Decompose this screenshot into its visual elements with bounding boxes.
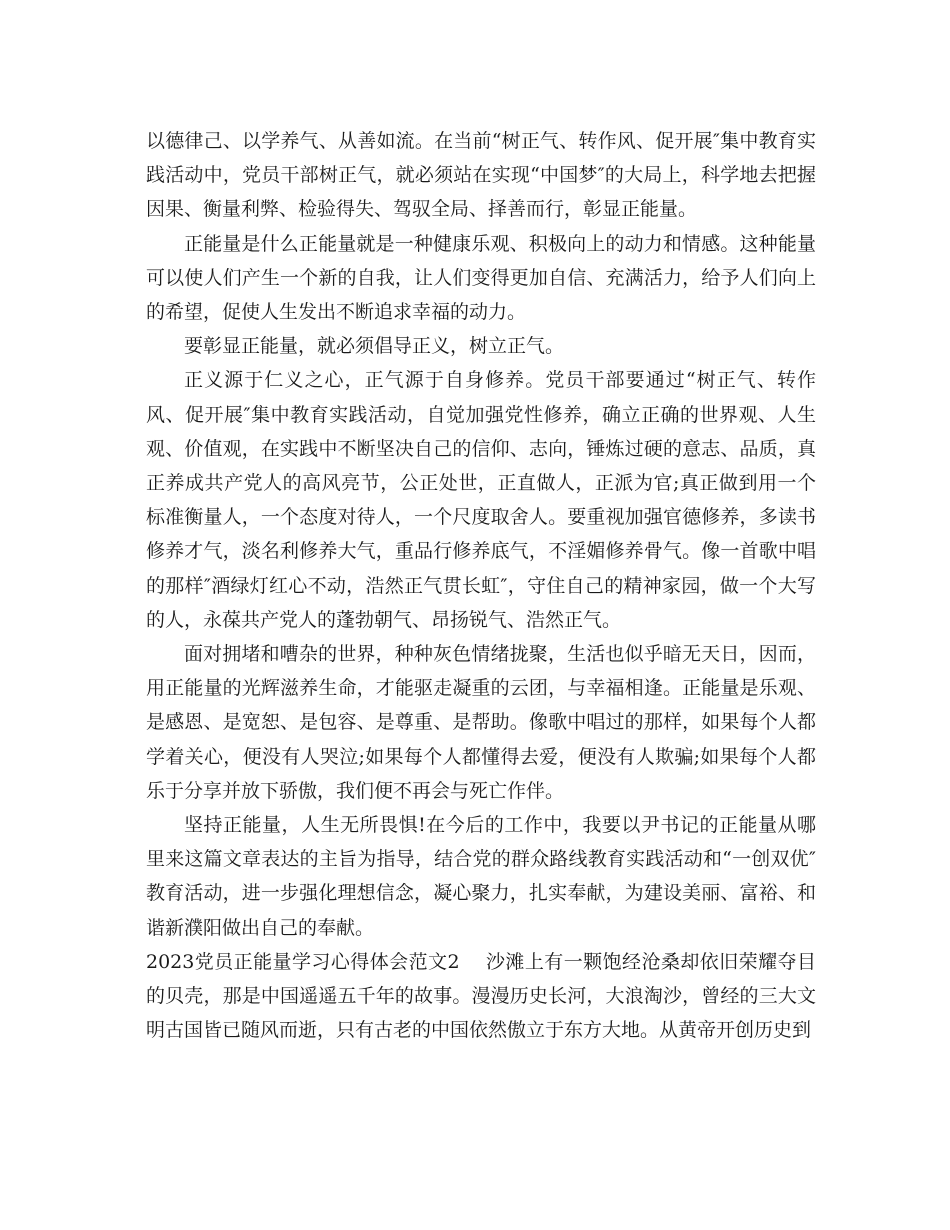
section-2-text: 沙滩上有一颗饱经沧桑却依旧荣耀夺目的贝壳，那是中国遥遥五千年的故事。漫漫历史长河，大浪淘沙，曾经的三大文明古国皆已随风而逝，只有古老的中国依然傲立于东方大地。从黄帝开创历史到 (146, 950, 816, 1042)
paragraph-6: 坚持正能量，人生无所畏惧!在今后的工作中，我要以尹书记的正能量从哪里来这篇文章表达的主旨为指导，结合党的群众路线教育实践活动和“一创双优″教育活动，进一步强化理想信念，凝心聚力，扎实奉献，为建设美丽、富裕、和谐新濮阳做出自己的奉献。 (146, 814, 816, 939)
paragraph-3: 要彰显正能量，就必须倡导正义，树立正气。 (184, 335, 565, 358)
paragraph-5: 面对拥堵和嘈杂的世界，种种灰色情绪拢聚，生活也似乎暗无天日，因而，用正能量的光辉滋养生命，才能驱走凝重的云团，与幸福相逢。正能量是乐观、是感恩、是宽恕、是包容、是尊重、是帮助。像歌中唱过的那样，如果每个人都学着关心，便没有人哭泣;如果每个人都懂得去爱，便没有人欺骗;如果每个人都乐于分享并放下骄傲，我们便不再会与死亡作伴。 (146, 643, 816, 802)
paragraph-2: 正能量是什么正能量就是一种健康乐观、积极向上的动力和情感。这种能量可以使人们产生一个新的自我，让人们变得更加自信、充满活力，给予人们向上的希望，促使人生发出不断追求幸福的动力。 (146, 232, 816, 324)
paragraph-4: 正义源于仁义之心，正气源于自身修养。党员干部要通过“树正气、转作风、促开展″集中教育实践活动，自觉加强党性修养，确立正确的世界观、人生观、价值观，在实践中不断坚决自己的信仰、志向，锤炼过硬的意志、品质，真正养成共产党人的高风亮节，公正处世，正直做人，正派为官;真正做到用一个标准衡量人，一个态度对待人，一个尺度取舍人。要重视加强官德修养，多读书修养才气，淡名利修养大气，重品行修养底气，不淫媚修养骨气。像一首歌中唱的那样″酒绿灯红心不动，浩然正气贯长虹″，守住自己的精神家园，做一个大写的人，永葆共产党人的蓬勃朝气、昂扬锐气、浩然正气。 (146, 369, 816, 631)
paragraph-1: 以德律己、以学养气、从善如流。在当前“树正气、转作风、促开展″集中教育实践活动中，党员干部树正气，就必须站在实现“中国梦″的大局上，科学地去把握因果、衡量利弊、检验得失、驾驭全局、择善而行，彰显正能量。 (146, 130, 816, 221)
document-page (146, 124, 816, 1047)
section-2-heading: 2023党员正能量学习心得体会范文2 (146, 950, 460, 973)
section-2-paragraph (146, 945, 816, 1048)
